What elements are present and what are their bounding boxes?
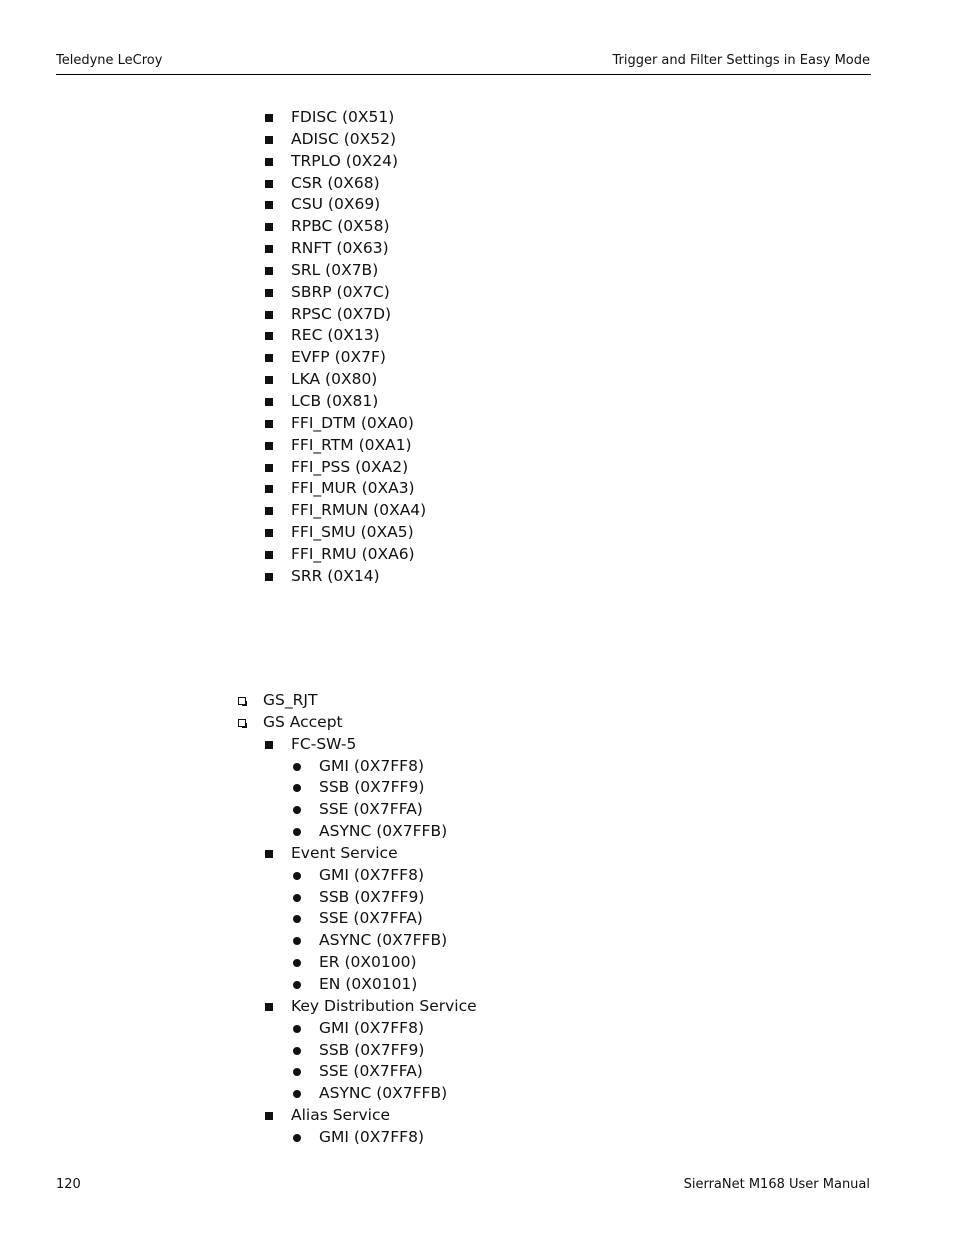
square-bullet-icon xyxy=(265,332,273,340)
list-item-label: LCB (0X81) xyxy=(291,391,379,410)
list-item xyxy=(265,107,426,129)
gs-response-list xyxy=(237,690,477,1149)
list-item-label: FFI_RMUN (0XA4) xyxy=(291,501,427,520)
square-bullet-icon xyxy=(265,354,273,362)
list-item xyxy=(265,325,426,347)
round-bullet-icon xyxy=(293,1090,301,1098)
list-item-label: SSE (0X7FFA) xyxy=(319,909,423,928)
list-item xyxy=(265,194,426,216)
list-item-label: TRPLO (0X24) xyxy=(291,151,399,170)
round-bullet-icon xyxy=(293,763,301,771)
list-item xyxy=(293,1083,477,1105)
list-item xyxy=(265,347,426,369)
list-item-label: CSU (0X69) xyxy=(291,195,381,214)
list-item xyxy=(293,1061,477,1083)
square-bullet-icon xyxy=(265,158,273,166)
list-item-label: ADISC (0X52) xyxy=(291,129,396,148)
list-item-label: LKA (0X80) xyxy=(291,370,378,389)
list-item-gs-rjt xyxy=(237,690,477,712)
list-item xyxy=(293,777,477,799)
square-bullet-icon xyxy=(265,398,273,406)
square-bullet-icon xyxy=(265,507,273,515)
header-left-text: Teledyne LeCroy xyxy=(56,53,163,68)
round-bullet-icon xyxy=(293,1025,301,1033)
list-item-label: CSR (0X68) xyxy=(291,173,380,192)
list-item xyxy=(265,544,426,566)
list-item-label: REC (0X13) xyxy=(291,326,380,345)
list-item-label: ER (0X0100) xyxy=(319,953,417,972)
list-item xyxy=(265,304,426,326)
list-item-label: SBRP (0X7C) xyxy=(291,282,390,301)
list-item xyxy=(265,151,426,173)
list-item xyxy=(293,908,477,930)
list-item-label: SSE (0X7FFA) xyxy=(319,800,423,819)
list-item xyxy=(293,887,477,909)
round-bullet-icon xyxy=(293,937,301,945)
square-bullet-icon xyxy=(265,529,273,537)
header-divider xyxy=(56,74,871,75)
square-bullet-icon xyxy=(265,485,273,493)
list-item xyxy=(265,457,426,479)
square-bullet-icon xyxy=(265,289,273,297)
square-bullet-icon xyxy=(265,1003,273,1011)
list-item-label: FFI_SMU (0XA5) xyxy=(291,523,414,542)
list-item xyxy=(265,500,426,522)
list-item-label: FC-SW-5 xyxy=(291,734,357,753)
list-item-label: SRR (0X14) xyxy=(291,566,380,585)
list-item-label: FFI_RMU (0XA6) xyxy=(291,544,415,563)
list-item xyxy=(265,413,426,435)
square-bullet-icon xyxy=(265,201,273,209)
round-bullet-icon xyxy=(293,1068,301,1076)
list-item-label: SSB (0X7FF9) xyxy=(319,778,425,797)
list-item-label: FFI_DTM (0XA0) xyxy=(291,413,414,432)
round-bullet-icon xyxy=(293,1047,301,1055)
list-item xyxy=(293,974,477,996)
list-item xyxy=(265,216,426,238)
frame-type-list xyxy=(265,107,426,588)
list-item-label: RPBC (0X58) xyxy=(291,217,390,236)
list-item-label: GS Accept xyxy=(263,712,343,731)
square-bullet-icon xyxy=(265,180,273,188)
list-item xyxy=(265,522,426,544)
list-item-label: EVFP (0X7F) xyxy=(291,348,386,367)
round-bullet-icon xyxy=(293,828,301,836)
list-item-label: FDISC (0X51) xyxy=(291,108,395,126)
list-item-label: SSB (0X7FF9) xyxy=(319,887,425,906)
square-bullet-icon xyxy=(265,245,273,253)
list-item xyxy=(265,282,426,304)
square-bullet-icon xyxy=(265,311,273,319)
list-item-label: SRL (0X7B) xyxy=(291,260,379,279)
round-bullet-icon xyxy=(293,784,301,792)
list-item-label: ASYNC (0X7FFB) xyxy=(319,931,448,950)
list-item-key-distribution-service xyxy=(265,996,477,1018)
round-bullet-icon xyxy=(293,872,301,880)
list-item xyxy=(293,1018,477,1040)
list-item xyxy=(265,260,426,282)
list-item-label: GMI (0X7FF8) xyxy=(319,756,425,775)
square-bullet-icon xyxy=(265,136,273,144)
list-item-label: EN (0X0101) xyxy=(319,974,418,993)
list-item-label: GS_RJT xyxy=(263,691,318,709)
list-item-label: SSE (0X7FFA) xyxy=(319,1062,423,1081)
list-item-label: FFI_MUR (0XA3) xyxy=(291,479,415,498)
list-item xyxy=(265,238,426,260)
list-item-alias-service xyxy=(265,1105,477,1127)
list-item-gs-accept xyxy=(237,712,477,734)
square-bullet-icon xyxy=(265,267,273,275)
round-bullet-icon xyxy=(293,981,301,989)
list-item xyxy=(293,1127,477,1149)
square-bullet-icon xyxy=(265,442,273,450)
list-item xyxy=(265,566,426,588)
square-bullet-icon xyxy=(265,420,273,428)
round-bullet-icon xyxy=(293,1134,301,1142)
round-bullet-icon xyxy=(293,915,301,923)
list-item-label: Event Service xyxy=(291,843,398,862)
list-item xyxy=(265,435,426,457)
square-bullet-icon xyxy=(265,850,273,858)
list-item xyxy=(293,821,477,843)
list-item xyxy=(293,930,477,952)
square-bullet-icon xyxy=(265,114,273,122)
list-item xyxy=(265,129,426,151)
list-item-fc-sw5 xyxy=(265,734,477,756)
list-item-label: FFI_PSS (0XA2) xyxy=(291,457,409,476)
list-item-label: ASYNC (0X7FFB) xyxy=(319,822,448,841)
list-item-label: FFI_RTM (0XA1) xyxy=(291,435,412,454)
list-item-label: ASYNC (0X7FFB) xyxy=(319,1084,448,1103)
list-item xyxy=(293,952,477,974)
square-bullet-icon xyxy=(265,223,273,231)
list-item-label: GMI (0X7FF8) xyxy=(319,1018,425,1037)
square-bullet-icon xyxy=(265,376,273,384)
list-item xyxy=(265,173,426,195)
list-item-label: RNFT (0X63) xyxy=(291,239,389,258)
list-item-label: RPSC (0X7D) xyxy=(291,304,392,323)
square-bullet-icon xyxy=(265,741,273,749)
round-bullet-icon xyxy=(293,894,301,902)
manual-title: SierraNet M168 User Manual xyxy=(683,1177,870,1192)
list-item xyxy=(293,865,477,887)
list-item xyxy=(293,756,477,778)
round-bullet-icon xyxy=(293,806,301,814)
list-item-label: SSB (0X7FF9) xyxy=(319,1040,425,1059)
checkbox-bullet-icon xyxy=(238,719,246,727)
square-bullet-icon xyxy=(265,573,273,581)
header-right-text: Trigger and Filter Settings in Easy Mode xyxy=(612,53,870,68)
checkbox-bullet-icon xyxy=(238,697,246,705)
list-item-label: Alias Service xyxy=(291,1106,391,1125)
list-item-label: GMI (0X7FF8) xyxy=(319,1127,425,1146)
list-item xyxy=(293,799,477,821)
list-item xyxy=(265,391,426,413)
round-bullet-icon xyxy=(293,959,301,967)
list-item-label: Key Distribution Service xyxy=(291,996,477,1015)
square-bullet-icon xyxy=(265,1112,273,1120)
list-item xyxy=(265,369,426,391)
list-item xyxy=(265,478,426,500)
list-item-event-service xyxy=(265,843,477,865)
list-item-label: GMI (0X7FF8) xyxy=(319,865,425,884)
list-item xyxy=(293,1040,477,1062)
square-bullet-icon xyxy=(265,551,273,559)
square-bullet-icon xyxy=(265,464,273,472)
page-number: 120 xyxy=(56,1177,81,1192)
